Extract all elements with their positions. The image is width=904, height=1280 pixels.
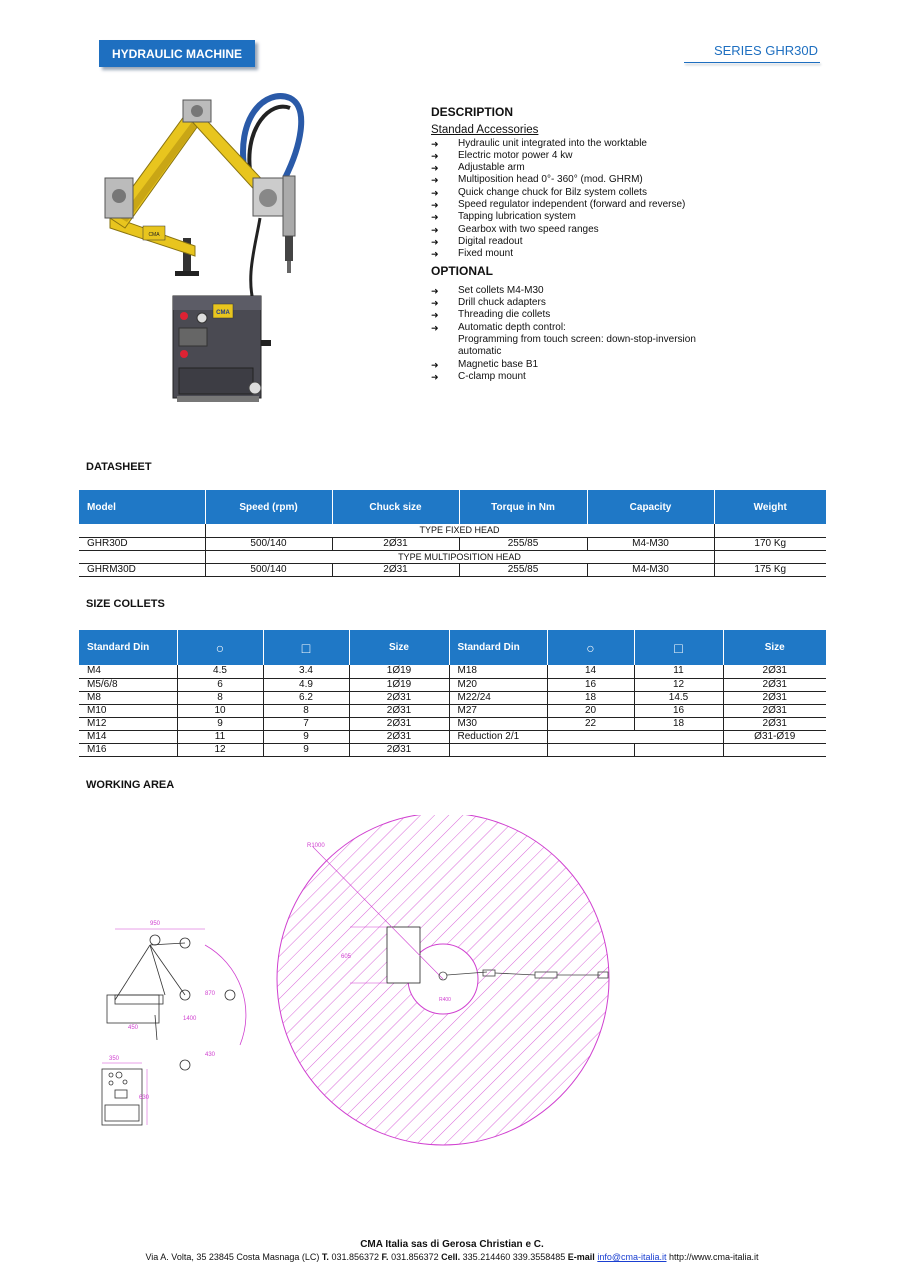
table-cell: 2Ø31 (349, 704, 449, 717)
description-section (431, 106, 831, 383)
list-item: ➜ Tapping lubrication system (431, 211, 576, 223)
table-cell: M10 (79, 704, 177, 717)
table-row: GHRM30D 500/140 2Ø31 255/85 M4-M30 175 Kg (79, 563, 826, 576)
arrow-bullet-icon: ➜ (431, 285, 439, 296)
table-cell: M20 (449, 678, 547, 691)
arrow-bullet-icon: ➜ (431, 187, 439, 198)
square-icon: □ (634, 630, 723, 665)
list-item: ➜ Drill chuck adapters (431, 297, 546, 309)
collets-table (79, 630, 826, 757)
dimension-label: 430 (205, 1052, 216, 1058)
list-item: ➜ Set collets M4-M30 (431, 284, 544, 296)
column-header: Weight (714, 490, 826, 524)
table-cell: Reduction 2/1 (449, 730, 547, 743)
table-row (79, 691, 826, 704)
table-cell: M14 (79, 730, 177, 743)
company-name: CMA Italia sas di Gerosa Christian e C. (360, 1239, 544, 1250)
table-cell: 6 (177, 678, 263, 691)
cabinet-front-view (102, 1069, 142, 1125)
product-photo (95, 78, 330, 418)
table-cell (449, 743, 547, 756)
table-cell: 18 (547, 691, 634, 704)
table-cell: 11 (634, 665, 723, 678)
dimension-label: 605 (341, 954, 352, 960)
arrow-bullet-icon: ➜ (431, 310, 439, 321)
table-cell: 7 (263, 717, 349, 730)
column-header: Torque in Nm (459, 490, 587, 524)
list-item: ➜ C-clamp mount (431, 370, 526, 382)
table-cell: 2Ø31 (349, 743, 449, 756)
contact-line: Via A. Volta, 35 23845 Costa Masnaga (LC) T. 031.856372 F. 031.856372 Cell. 335.214460 339.3558485 E-mail info@cma-italia.it http://www.cma-italia.it (145, 1252, 759, 1262)
column-header: Size (723, 630, 826, 665)
arrow-bullet-icon: ➜ (431, 200, 439, 211)
table-cell: 16 (634, 704, 723, 717)
dimension-label: R400 (439, 997, 451, 1003)
list-item: ➜ Automatic depth control: (431, 321, 566, 333)
list-item: Programming from touch screen: down-stop-inversion automatic (458, 334, 696, 358)
table-row (79, 678, 826, 691)
list-item: ➜ Speed regulator independent (forward and reverse) (431, 199, 686, 211)
arrow-bullet-icon: ➜ (431, 298, 439, 309)
table-cell: 9 (263, 730, 349, 743)
datasheet-title: DATASHEET (86, 461, 152, 473)
arrow-bullet-icon: ➜ (431, 322, 439, 333)
dimension-label: 1400 (183, 1016, 197, 1022)
table-cell: 14 (547, 665, 634, 678)
accessories-subtitle: Standad Accessories (431, 124, 539, 137)
column-header: Size (349, 630, 449, 665)
table-cell: 1Ø19 (349, 665, 449, 678)
optional-list (431, 285, 831, 383)
dimension-label: 950 (150, 921, 161, 927)
list-item: ➜ Adjustable arm (431, 162, 525, 174)
column-header: Model (79, 490, 205, 524)
table-cell (634, 743, 723, 756)
arrow-bullet-icon: ➜ (431, 224, 439, 235)
table-row (79, 665, 826, 678)
table-cell: 2Ø31 (349, 717, 449, 730)
optional-title: OPTIONAL (431, 263, 493, 278)
dimension-label: 450 (128, 1025, 139, 1031)
table-cell: M18 (449, 665, 547, 678)
table-cell (723, 743, 826, 756)
list-item: ➜ Threading die collets (431, 309, 551, 321)
collets-title: SIZE COLLETS (86, 598, 165, 610)
dimension-label: 350 (109, 1056, 120, 1062)
email-link[interactable]: info@cma-italia.it (597, 1252, 667, 1262)
table-cell: 14.5 (634, 691, 723, 704)
table-cell: 9 (263, 743, 349, 756)
working-area-title: WORKING AREA (86, 779, 175, 791)
dimension-label: 630 (139, 1095, 150, 1101)
list-item: ➜ Digital readout (431, 235, 523, 247)
list-item: ➜ Quick change chuck for Bilz system collets (431, 186, 647, 198)
table-cell: 2Ø31 (723, 691, 826, 704)
table-row: GHR30D 500/140 2Ø31 255/85 M4-M30 170 Kg (79, 537, 826, 550)
circle-icon: ○ (547, 630, 634, 665)
arrow-bullet-icon: ➜ (431, 150, 439, 161)
table-row (79, 717, 826, 730)
arrow-bullet-icon: ➜ (431, 371, 439, 382)
table-cell: 1Ø19 (349, 678, 449, 691)
table-cell: 22 (547, 717, 634, 730)
square-icon: □ (263, 630, 349, 665)
side-elevation (107, 935, 246, 1070)
table-cell: 9 (177, 717, 263, 730)
table-cell: 2Ø31 (723, 717, 826, 730)
machine-footprint (387, 927, 420, 983)
table-cell: 18 (634, 717, 723, 730)
working-area-drawing (95, 815, 635, 1155)
column-header: Capacity (587, 490, 714, 524)
column-header: Chuck size (332, 490, 459, 524)
column-header: Speed (rpm) (205, 490, 332, 524)
table-cell: 3.4 (263, 665, 349, 678)
column-header: Standard Din (79, 630, 177, 665)
table-cell: M5/6/8 (79, 678, 177, 691)
arrow-bullet-icon: ➜ (431, 249, 439, 260)
list-item: ➜ Fixed mount (431, 248, 514, 260)
column-header: Standard Din (449, 630, 547, 665)
table-row (79, 730, 826, 743)
radius-label: R1000 (307, 843, 325, 849)
circle-icon: ○ (177, 630, 263, 665)
table-cell: 20 (547, 704, 634, 717)
table-cell: M12 (79, 717, 177, 730)
table-cell: 2Ø31 (349, 730, 449, 743)
table-cell: 16 (547, 678, 634, 691)
arrow-bullet-icon: ➜ (431, 212, 439, 223)
group-label: TYPE MULTIPOSITION HEAD (205, 550, 714, 563)
table-cell: 2Ø31 (723, 678, 826, 691)
table-cell: 8 (263, 704, 349, 717)
arrow-bullet-icon: ➜ (431, 163, 439, 174)
table-cell: M30 (449, 717, 547, 730)
series-title: SERIES GHR30D (713, 43, 818, 58)
table-cell: M27 (449, 704, 547, 717)
series-underline (684, 62, 820, 63)
list-item: ➜ Magnetic base B1 (431, 358, 539, 370)
list-item: ➜ Multiposition head 0°- 360° (mod. GHRM) (431, 174, 643, 186)
table-cell (547, 743, 634, 756)
table-cell: M8 (79, 691, 177, 704)
table-cell: 4.9 (263, 678, 349, 691)
arrow-bullet-icon: ➜ (431, 359, 439, 370)
table-cell: 2Ø31 (723, 665, 826, 678)
table-cell: 12 (634, 678, 723, 691)
table-cell: M4 (79, 665, 177, 678)
website-link[interactable]: http://www.cma-italia.it (669, 1252, 759, 1262)
table-cell: 4.5 (177, 665, 263, 678)
table-cell: 2Ø31 (349, 691, 449, 704)
arrow-bullet-icon: ➜ (431, 175, 439, 186)
dimension-label: 870 (205, 991, 216, 997)
table-row (79, 704, 826, 717)
datasheet-table (79, 490, 826, 577)
list-item: ➜ Electric motor power 4 kw (431, 149, 573, 161)
header-tag: HYDRAULIC MACHINE (99, 40, 255, 67)
accessories-list (431, 138, 831, 261)
arm-logo-text: CMA (148, 232, 160, 238)
table-cell: 8 (177, 691, 263, 704)
arrow-bullet-icon: ➜ (431, 236, 439, 247)
table-cell: M22/24 (449, 691, 547, 704)
table-cell: 2Ø31 (723, 704, 826, 717)
table-row (79, 743, 826, 756)
table-cell: 11 (177, 730, 263, 743)
arrow-bullet-icon: ➜ (431, 138, 439, 149)
description-title: DESCRIPTION (431, 105, 514, 119)
list-item: ➜ Hydraulic unit integrated into the worktable (431, 137, 647, 149)
footer (0, 1239, 904, 1263)
table-cell: Ø31-Ø19 (723, 730, 826, 743)
cabinet-logo-text: CMA (216, 310, 230, 316)
list-item: ➜ Gearbox with two speed ranges (431, 223, 599, 235)
table-cell: M16 (79, 743, 177, 756)
table-cell: 12 (177, 743, 263, 756)
table-cell: 6.2 (263, 691, 349, 704)
table-cell: 10 (177, 704, 263, 717)
group-label: TYPE FIXED HEAD (205, 524, 714, 537)
